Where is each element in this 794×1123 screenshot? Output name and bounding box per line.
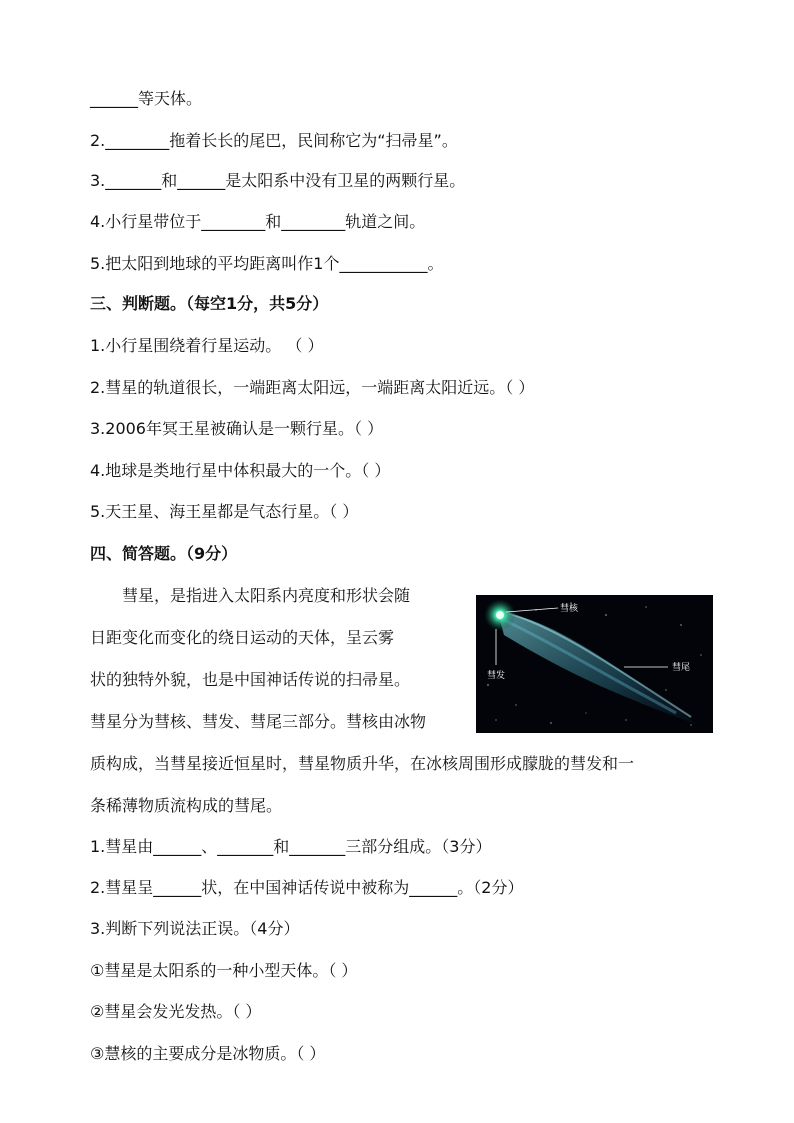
short-subquestion-2: ②彗星会发光发热。（ ） (90, 1002, 262, 1021)
label-nucleus: 彗核 (560, 604, 579, 614)
passage-line-2: 日距变化而变化的绕日运动的天体，呈云雾 (90, 628, 395, 647)
passage-line-1: 彗星，是指进入太阳系内亮度和形状会随 (90, 586, 411, 605)
passage-line-6: 条稀薄物质流构成的彗尾。 (90, 796, 283, 815)
comet-illustration (476, 595, 713, 733)
judge-item-3: 3.2006年冥王星被确认是一颗行星。（ ） (90, 419, 384, 438)
judge-item-4: 4.地球是类地行星中体积最大的一个。（ ） (90, 461, 391, 480)
label-tail: 彗尾 (672, 663, 691, 673)
fill-question-2: 2.________拖着长长的尾巴，民间称它为“扫帚星”。 (90, 131, 458, 150)
passage-line-3: 状的独特外貌，也是中国神话传说的扫帚星。 (90, 670, 411, 689)
label-coma: 彗发 (487, 671, 506, 681)
short-subquestion-3: ③慧核的主要成分是冰物质。（ ） (90, 1044, 326, 1063)
fill-line-0: ______等天体。 (90, 89, 203, 108)
fill-question-3: 3._______和______是太阳系中没有卫星的两颗行星。 (90, 171, 466, 190)
judge-item-2: 2.彗星的轨道很长，一端距离太阳远，一端距离太阳近远。（ ） (90, 378, 535, 397)
fill-question-4: 4.小行星带位于________和________轨道之间。 (90, 212, 426, 231)
judge-heading: 三、判断题。（每空1分，共5分） (90, 294, 329, 313)
fill-question-5: 5.把太阳到地球的平均距离叫作1个___________。 (90, 254, 444, 273)
short-subquestion-1: ①彗星是太阳系的一种小型天体。（ ） (90, 961, 358, 980)
short-heading: 四、简答题。（9分） (90, 544, 238, 563)
passage-line-5: 质构成，当彗星接近恒星时，彗星物质升华，在冰核周围形成朦胧的彗发和一 (90, 754, 635, 773)
short-question-3: 3.判断下列说法正误。（4分） (90, 919, 300, 938)
short-question-2: 2.彗星呈______状，在中国神话传说中被称为______。（2分） (90, 878, 524, 897)
passage-line-4: 彗星分为彗核、彗发、彗尾三部分。彗核由冰物 (90, 712, 427, 731)
short-question-1: 1.彗星由______、_______和_______三部分组成。（3分） (90, 837, 492, 856)
comet-photo (476, 595, 713, 733)
judge-item-5: 5.天王星、海王星都是气态行星。（ ） (90, 502, 359, 521)
judge-item-1: 1.小行星围绕着行星运动。 （ ） (90, 336, 324, 355)
